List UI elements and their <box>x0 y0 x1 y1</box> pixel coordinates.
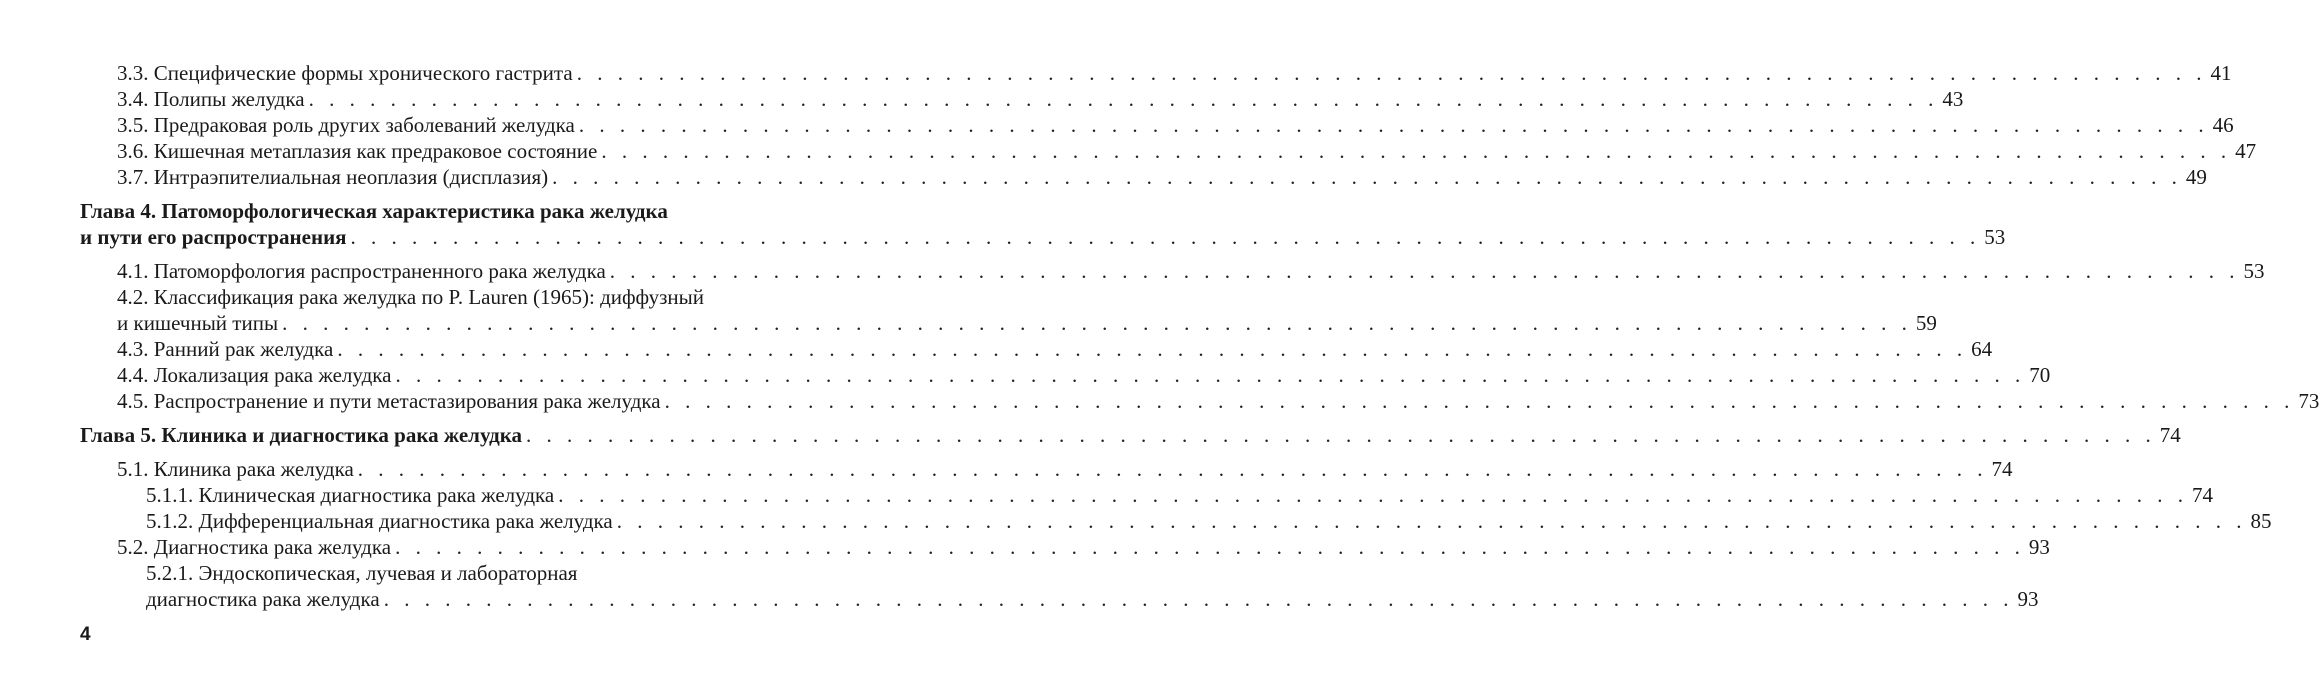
toc-page-number: 93 <box>2028 535 2050 559</box>
toc-chapter-5 <box>80 422 2181 448</box>
chapter-4-heading-line1: Глава 4. Патоморфологическая характеристика рака желудка <box>80 199 668 223</box>
toc-entry-title: 3.6. Кишечная метаплазия как предраковое состояние <box>117 139 598 163</box>
toc-entry-4-1 <box>117 258 2265 284</box>
toc-entry-title: 5.2. Диагностика рака желудка <box>117 535 392 559</box>
toc-entry-title: и пути его распространения <box>80 225 347 249</box>
toc-page-number: 47 <box>2235 139 2257 163</box>
toc-entry-title: 5.1. Клиника рака желудка <box>117 457 354 481</box>
toc-entry-title: и кишечный типы <box>117 311 279 335</box>
dot-leader: . . . . . . . . . . . . . . . . . . . . . . . . . . . . . . . . . . . . . . . . . . . . . . . . . . . . . . . . . . . . . . . . . . . . . . . . . . . . . . . . <box>337 337 1968 361</box>
toc-entry-5-2-1-line1: 5.2.1. Эндоскопическая, лучевая и лабораторная <box>146 561 578 585</box>
toc-entry-5-2-1 <box>146 586 2039 612</box>
toc-page-number: 43 <box>1942 87 1964 111</box>
toc-page-number: 74 <box>2159 423 2181 447</box>
toc-entry-4-2-line1: 4.2. Классификация рака желудка по P. Lauren (1965): диффузный <box>117 285 704 309</box>
page-folio-number: 4 <box>80 624 91 645</box>
dot-leader: . . . . . . . . . . . . . . . . . . . . . . . . . . . . . . . . . . . . . . . . . . . . . . . . . . . . . . . . . . . . . . . . . . . . . . . . . . . . . . . . <box>552 165 2182 189</box>
toc-entry-5-1 <box>117 456 2013 482</box>
toc-entry-4-3 <box>117 336 1993 362</box>
toc-entry-4-4 <box>117 362 2051 388</box>
dot-leader: . . . . . . . . . . . . . . . . . . . . . . . . . . . . . . . . . . . . . . . . . . . . . . . . . . . . . . . . . . . . . . . . . . . . . . . . . . . . . . . . <box>578 113 2209 137</box>
toc-entry-title: 4.3. Ранний рак желудка <box>117 337 334 361</box>
toc-entry-title: 5.1.2. Дифференциальная диагностика рака желудка <box>146 509 613 533</box>
toc-page-number: 53 <box>1984 225 2006 249</box>
dot-leader: . . . . . . . . . . . . . . . . . . . . . . . . . . . . . . . . . . . . . . . . . . . . . . . . . . . . . . . . . . . . . . . . . . . . . . . . . . . . . . . . <box>395 535 2025 559</box>
toc-entry-4-2 <box>117 310 1937 336</box>
toc-entry-title: 5.1.1. Клиническая диагностика рака желудка <box>146 483 555 507</box>
dot-leader: . . . . . . . . . . . . . . . . . . . . . . . . . . . . . . . . . . . . . . . . . . . . . . . . . . . . . . . . . . . . . . . . . . . . . . . . . . . . . . . . <box>609 259 2240 283</box>
dot-leader: . . . . . . . . . . . . . . . . . . . . . . . . . . . . . . . . . . . . . . . . . . . . . . . . . . . . . . . . . . . . . . . . . . . . . . . . . . . . . . . . <box>357 457 1988 481</box>
dot-leader: . . . . . . . . . . . . . . . . . . . . . . . . . . . . . . . . . . . . . . . . . . . . . . . . . . . . . . . . . . . . . . . . . . . . . . . . . . . . . . . . <box>558 483 2188 507</box>
toc-entry-5-1-1 <box>146 482 2213 508</box>
toc-page-number: 49 <box>2185 165 2207 189</box>
toc-page-number: 53 <box>2243 259 2265 283</box>
toc-entry-title: Глава 5. Клиника и диагностика рака желудка <box>80 423 523 447</box>
toc-entry-4-5 <box>117 388 2319 414</box>
toc-page-number: 73 <box>2298 389 2319 413</box>
toc-entry-5-2 <box>117 534 2050 560</box>
toc-entry-title: 3.5. Предраковая роль других заболеваний желудка <box>117 113 575 137</box>
toc-page-number: 93 <box>2017 587 2039 611</box>
toc-entry-title: 3.7. Интраэпителиальная неоплазия (дисплазия) <box>117 165 549 189</box>
toc-page-number: 46 <box>2212 113 2234 137</box>
dot-leader: . . . . . . . . . . . . . . . . . . . . . . . . . . . . . . . . . . . . . . . . . . . . . . . . . . . . . . . . . . . . . . . . . . . . . . . . . . . . . . . . <box>308 87 1939 111</box>
toc-entry-title: диагностика рака желудка <box>146 587 380 611</box>
toc-entry-title: 3.4. Полипы желудка <box>117 87 305 111</box>
toc-entry-3-3 <box>117 60 2232 86</box>
toc-entry-title: 4.5. Распространение и пути метастазирования рака желудка <box>117 389 661 413</box>
dot-leader: . . . . . . . . . . . . . . . . . . . . . . . . . . . . . . . . . . . . . . . . . . . . . . . . . . . . . . . . . . . . . . . . . . . . . . . . . . . . . . . . <box>576 61 2207 85</box>
toc-entry-3-6 <box>117 138 2257 164</box>
dot-leader: . . . . . . . . . . . . . . . . . . . . . . . . . . . . . . . . . . . . . . . . . . . . . . . . . . . . . . . . . . . . . . . . . . . . . . . . . . . . . . . . <box>664 389 2295 413</box>
dot-leader: . . . . . . . . . . . . . . . . . . . . . . . . . . . . . . . . . . . . . . . . . . . . . . . . . . . . . . . . . . . . . . . . . . . . . . . . . . . . . . . . <box>526 423 2156 447</box>
toc-entry-3-7 <box>117 164 2207 190</box>
toc-page-number: 59 <box>1915 311 1937 335</box>
toc-page-number: 85 <box>2250 509 2272 533</box>
dot-leader: . . . . . . . . . . . . . . . . . . . . . . . . . . . . . . . . . . . . . . . . . . . . . . . . . . . . . . . . . . . . . . . . . . . . . . . . . . . . . . . . <box>383 587 2014 611</box>
dot-leader: . . . . . . . . . . . . . . . . . . . . . . . . . . . . . . . . . . . . . . . . . . . . . . . . . . . . . . . . . . . . . . . . . . . . . . . . . . . . . . . . <box>350 225 1981 249</box>
toc-page-number: 74 <box>2191 483 2213 507</box>
dot-leader: . . . . . . . . . . . . . . . . . . . . . . . . . . . . . . . . . . . . . . . . . . . . . . . . . . . . . . . . . . . . . . . . . . . . . . . . . . . . . . . . <box>395 363 2026 387</box>
dot-leader: . . . . . . . . . . . . . . . . . . . . . . . . . . . . . . . . . . . . . . . . . . . . . . . . . . . . . . . . . . . . . . . . . . . . . . . . . . . . . . . . <box>616 509 2247 533</box>
toc-entry-5-1-2 <box>146 508 2272 534</box>
toc-page-number: 41 <box>2210 61 2232 85</box>
toc-entry-title: 3.3. Специфические формы хронического гастрита <box>117 61 573 85</box>
toc-entry-3-4 <box>117 86 1964 112</box>
toc-chapter-4 <box>80 224 2006 250</box>
dot-leader: . . . . . . . . . . . . . . . . . . . . . . . . . . . . . . . . . . . . . . . . . . . . . . . . . . . . . . . . . . . . . . . . . . . . . . . . . . . . . . . . <box>282 311 1912 335</box>
toc-page-number: 74 <box>1991 457 2013 481</box>
toc-page-number: 70 <box>2029 363 2051 387</box>
toc-entry-title: 4.4. Локализация рака желудка <box>117 363 392 387</box>
toc-entry-3-5 <box>117 112 2234 138</box>
dot-leader: . . . . . . . . . . . . . . . . . . . . . . . . . . . . . . . . . . . . . . . . . . . . . . . . . . . . . . . . . . . . . . . . . . . . . . . . . . . . . . . . <box>601 139 2232 163</box>
toc-entry-title: 4.1. Патоморфология распространенного рака желудка <box>117 259 606 283</box>
toc-page-number: 64 <box>1971 337 1993 361</box>
